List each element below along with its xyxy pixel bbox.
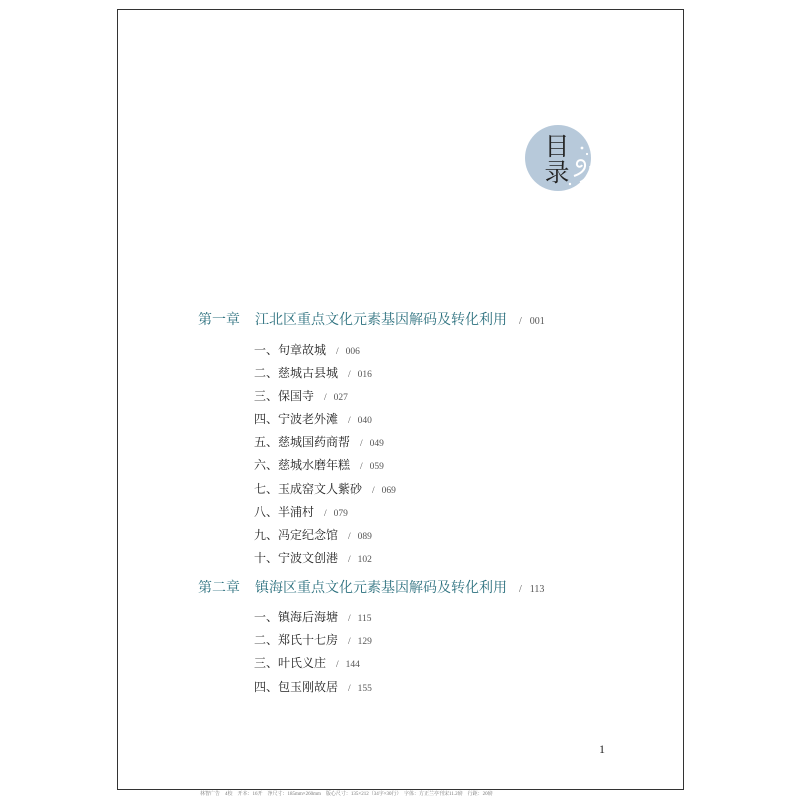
page-separator: / bbox=[348, 614, 351, 624]
toc-item[interactable] bbox=[254, 435, 384, 451]
toc-item[interactable] bbox=[254, 633, 372, 649]
chapter-entry-1[interactable] bbox=[198, 312, 545, 330]
page-separator: / bbox=[372, 486, 375, 496]
toc-item-label: 五、慈城国药商帮 bbox=[254, 435, 351, 449]
page-separator: / bbox=[348, 555, 351, 565]
toc-item[interactable] bbox=[254, 680, 372, 696]
page-separator: / bbox=[360, 439, 363, 449]
toc-item-label: 一、句章故城 bbox=[254, 343, 327, 357]
toc-item-label: 三、保国寺 bbox=[254, 389, 315, 403]
toc-item-label: 二、慈城古县城 bbox=[254, 366, 339, 380]
page-separator: / bbox=[348, 370, 351, 380]
toc-item[interactable] bbox=[254, 551, 372, 567]
toc-item[interactable] bbox=[254, 482, 396, 498]
toc-item-page-number: 129 bbox=[357, 637, 372, 647]
toc-item-page-number: 144 bbox=[345, 660, 360, 670]
chapter-entry-2[interactable] bbox=[198, 580, 544, 598]
chapter-number: 第一章 bbox=[198, 312, 240, 328]
page-separator: / bbox=[324, 393, 327, 403]
toc-item[interactable] bbox=[254, 366, 372, 382]
page-separator: / bbox=[348, 532, 351, 542]
toc-item-page-number: 016 bbox=[357, 370, 372, 380]
toc-item-page-number: 089 bbox=[357, 532, 372, 542]
page-separator: / bbox=[348, 684, 351, 694]
page-separator: / bbox=[519, 584, 522, 595]
toc-item-label: 四、包玉刚故居 bbox=[254, 680, 339, 694]
toc-item[interactable] bbox=[254, 505, 348, 521]
page-separator: / bbox=[360, 462, 363, 472]
toc-item-label: 八、半浦村 bbox=[254, 505, 315, 519]
toc-item-label: 七、玉成窑文人紫砂 bbox=[254, 482, 363, 496]
page-separator: / bbox=[519, 316, 522, 327]
chapter-page-number: 001 bbox=[529, 316, 545, 327]
page-border bbox=[117, 9, 684, 790]
toc-item[interactable] bbox=[254, 343, 360, 359]
toc-item-label: 一、镇海后海塘 bbox=[254, 610, 339, 624]
chapter-title: 江北区重点文化元素基因解码及转化利用 bbox=[255, 312, 507, 328]
toc-item-page-number: 115 bbox=[357, 614, 372, 624]
toc-item-page-number: 079 bbox=[333, 509, 348, 519]
toc-item[interactable] bbox=[254, 656, 360, 672]
toc-title-char-2: 录 bbox=[544, 158, 570, 187]
toc-item-page-number: 049 bbox=[369, 439, 384, 449]
toc-item[interactable] bbox=[254, 389, 348, 405]
toc-item[interactable] bbox=[254, 528, 372, 544]
toc-badge bbox=[524, 124, 596, 196]
toc-item-page-number: 069 bbox=[381, 486, 396, 496]
toc-item-label: 六、慈城水磨年糕 bbox=[254, 458, 351, 472]
toc-item[interactable] bbox=[254, 610, 372, 626]
toc-title-char-1: 目 bbox=[544, 132, 570, 161]
page-separator: / bbox=[336, 660, 339, 670]
toc-item-label: 二、郑氏十七房 bbox=[254, 633, 339, 647]
toc-item-page-number: 155 bbox=[357, 684, 372, 694]
toc-item-page-number: 059 bbox=[369, 462, 384, 472]
toc-item-label: 三、叶氏义庄 bbox=[254, 656, 327, 670]
toc-item-page-number: 027 bbox=[333, 393, 348, 403]
chapter-number: 第二章 bbox=[198, 580, 240, 596]
toc-item-label: 十、宁波文创港 bbox=[254, 551, 339, 565]
page-separator: / bbox=[348, 416, 351, 426]
toc-item-page-number: 102 bbox=[357, 555, 372, 565]
toc-item[interactable] bbox=[254, 412, 372, 428]
chapter-title: 镇海区重点文化元素基因解码及转化利用 bbox=[255, 580, 507, 596]
toc-item-label: 四、宁波老外滩 bbox=[254, 412, 339, 426]
page-separator: / bbox=[348, 637, 351, 647]
page-folio: 1 bbox=[599, 742, 605, 756]
page-separator: / bbox=[324, 509, 327, 519]
print-specs-line: 林智广告 4校 开本：16开 净尺寸：185mm×260mm 版心尺寸：135×212（34字×30行） 字体：方正兰亭刊宋11.2磅 行距：20磅 bbox=[200, 792, 493, 797]
chapter-page-number: 113 bbox=[529, 584, 545, 595]
page-separator: / bbox=[336, 347, 339, 357]
toc-item[interactable] bbox=[254, 458, 384, 474]
toc-item-page-number: 040 bbox=[357, 416, 372, 426]
toc-item-page-number: 006 bbox=[345, 347, 360, 357]
toc-item-label: 九、冯定纪念馆 bbox=[254, 528, 339, 542]
